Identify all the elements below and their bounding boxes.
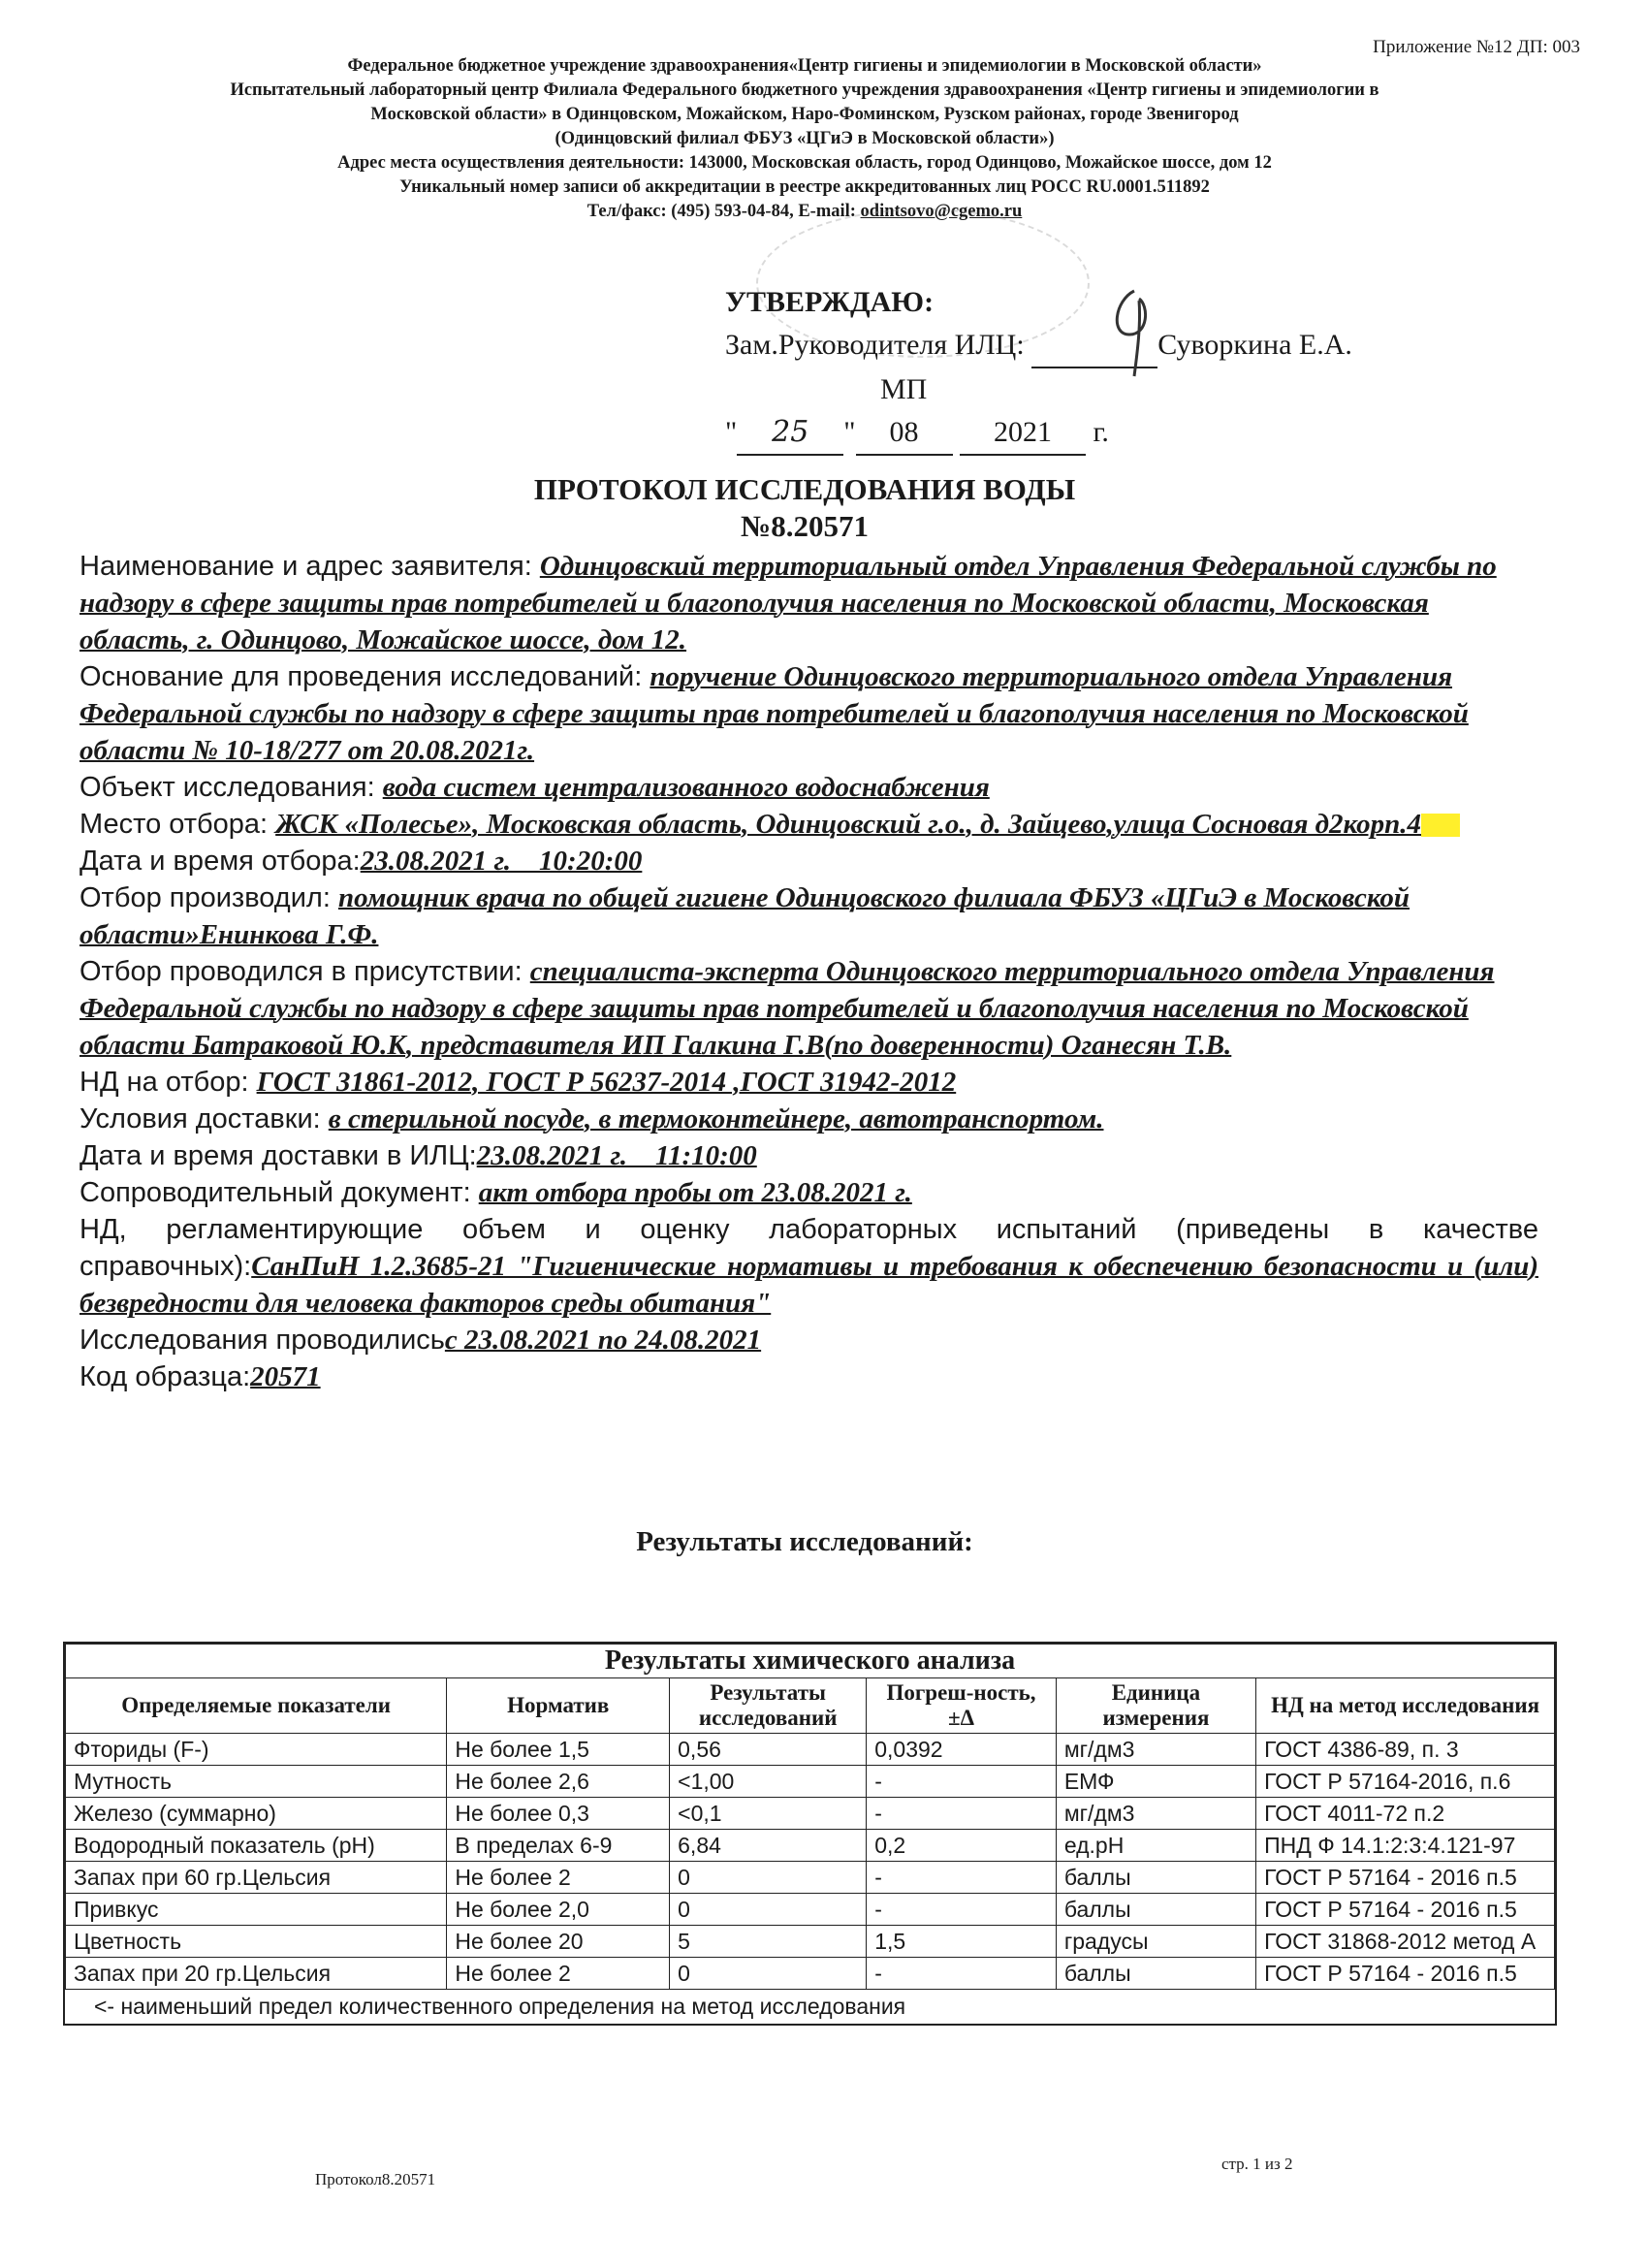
footer-page: стр. 1 из 2 xyxy=(1221,2155,1293,2173)
protocol-number: №8.20571 xyxy=(741,509,869,543)
cell-method: ГОСТ 31868-2012 метод А xyxy=(1256,1926,1555,1958)
col-header: НД на метод исследования xyxy=(1256,1678,1555,1734)
field-value: Одинцовский территориальный отдел Управления Федеральной службы по надзору в сфере защиты прав потребителей и благополучия населения по Московской области, Московская область, г. Одинцово, Можайское шоссе, дом 12. xyxy=(79,551,1497,655)
table-row xyxy=(66,1862,1555,1894)
cell-error: - xyxy=(867,1862,1057,1894)
highlight-mark xyxy=(1421,814,1460,837)
field-delivery-datetime xyxy=(79,1137,1538,1174)
field-label: Объект исследования: xyxy=(79,772,383,803)
cell-unit: ед.pH xyxy=(1056,1830,1255,1862)
field-label: НД на отбор: xyxy=(79,1067,257,1098)
cell-unit: мг/дм3 xyxy=(1056,1734,1255,1766)
table-row xyxy=(66,1926,1555,1958)
org-line: Московской области» в Одинцовском, Можайском, Наро-Фоминском, Рузском районах, городе Звенигород xyxy=(370,105,1239,124)
cell-error: - xyxy=(867,1958,1057,1990)
cell-unit: ЕМФ xyxy=(1056,1766,1255,1798)
cell-method: ГОСТ Р 57164 - 2016 п.5 xyxy=(1256,1958,1555,1990)
approval-mp: МП xyxy=(880,373,928,405)
approval-signer-line xyxy=(725,324,1352,368)
field-code xyxy=(79,1358,1538,1395)
cell-result: <1,00 xyxy=(670,1766,867,1798)
cell-indicator: Запах при 60 гр.Цельсия xyxy=(66,1862,447,1894)
approval-day: 25 xyxy=(737,411,843,456)
approval-month: 08 xyxy=(856,411,953,456)
cell-error: - xyxy=(867,1894,1057,1926)
cell-result: 0 xyxy=(670,1958,867,1990)
field-sampler xyxy=(79,879,1538,953)
org-line: Испытательный лабораторный центр Филиала Федерального бюджетного учреждения здравоохранения «Центр гигиены и эпидемиологии в xyxy=(230,80,1379,100)
cell-norm: Не более 2 xyxy=(447,1862,670,1894)
approval-block xyxy=(725,281,1352,456)
field-object xyxy=(79,769,1538,806)
table-row xyxy=(66,1734,1555,1766)
org-line: Адрес места осуществления деятельности: 143000, Московская область, город Одинцово, Можайское шоссе, дом 12 xyxy=(337,153,1272,173)
field-presence xyxy=(79,953,1538,1064)
cell-result: 0 xyxy=(670,1894,867,1926)
approval-year: 2021 xyxy=(960,411,1086,456)
table-row xyxy=(66,1958,1555,1990)
cell-result: 0 xyxy=(670,1862,867,1894)
field-value: 20571 xyxy=(250,1361,321,1392)
cell-result: 0,56 xyxy=(670,1734,867,1766)
cell-error: 0,2 xyxy=(867,1830,1057,1862)
cell-norm: Не более 1,5 xyxy=(447,1734,670,1766)
cell-method: ПНД Ф 14.1:2:3:4.121-97 xyxy=(1256,1830,1555,1862)
field-label: Дата и время отбора: xyxy=(79,846,361,877)
approval-name: Суворкина Е.А. xyxy=(1157,329,1352,361)
cell-method: ГОСТ Р 57164 - 2016 п.5 xyxy=(1256,1862,1555,1894)
approval-title: УТВЕРЖДАЮ: xyxy=(725,286,935,318)
cell-indicator: Железо (суммарно) xyxy=(66,1798,447,1830)
col-header: Результаты исследований xyxy=(670,1678,867,1734)
cell-norm: Не более 2,0 xyxy=(447,1894,670,1926)
table-row xyxy=(66,1766,1555,1798)
field-applicant xyxy=(79,548,1538,658)
cell-norm: Не более 20 xyxy=(447,1926,670,1958)
approval-date: " 25 " 08 2021 г. xyxy=(725,411,1352,456)
approval-year-suffix: г. xyxy=(1093,416,1109,448)
field-value: ГОСТ 31861-2012, ГОСТ Р 56237-2014 ,ГОСТ 31942-2012 xyxy=(256,1067,957,1098)
org-email-link[interactable]: odintsovo@cgemo.ru xyxy=(860,202,1023,221)
cell-error: 0,0392 xyxy=(867,1734,1057,1766)
results-table xyxy=(65,1644,1555,1990)
field-basis xyxy=(79,658,1538,769)
table-note: <- наименьший предел количественного определения на метод исследования xyxy=(94,1994,906,2019)
table-row xyxy=(66,1894,1555,1926)
signature-mark xyxy=(1081,281,1188,378)
table-row xyxy=(66,1798,1555,1830)
protocol-fields xyxy=(79,548,1538,1395)
cell-error: - xyxy=(867,1798,1057,1830)
field-value: в стерильной посуде, в термоконтейнере, автотранспортом. xyxy=(328,1103,1104,1134)
organization-header xyxy=(97,54,1512,224)
field-value: ЖСК «Полесье», Московская область, Одинцовский г.о., д. Зайцево,улица Сосновая д2корп.4 xyxy=(275,809,1422,840)
field-label: Условия доставки: xyxy=(79,1103,329,1134)
field-label: Место отбора: xyxy=(79,809,276,840)
field-label: Наименование и адрес заявителя: xyxy=(79,551,540,582)
cell-norm: Не более 0,3 xyxy=(447,1798,670,1830)
org-line: Федеральное бюджетное учреждение здравоохранения«Центр гигиены и эпидемиологии в Московской области» xyxy=(347,56,1262,76)
cell-unit: баллы xyxy=(1056,1862,1255,1894)
cell-method: ГОСТ Р 57164-2016, п.6 xyxy=(1256,1766,1555,1798)
field-label: Отбор производил: xyxy=(79,882,338,913)
field-delivery xyxy=(79,1101,1538,1137)
table-caption: Результаты химического анализа xyxy=(66,1645,1555,1678)
cell-norm: В пределах 6-9 xyxy=(447,1830,670,1862)
cell-unit: градусы xyxy=(1056,1926,1255,1958)
cell-unit: мг/дм3 xyxy=(1056,1798,1255,1830)
field-value: СанПиН 1.2.3685-21 "Гигиенические нормативы и требования к обеспечению безопасности и (или) безвредности для человека факторов среды обитания" xyxy=(79,1251,1538,1319)
field-datetime xyxy=(79,843,1538,879)
field-value: помощник врача по общей гигиене Одинцовского филиала ФБУЗ «ЦГиЭ в Московской области»Енинкова Г.Ф. xyxy=(79,882,1410,950)
field-value: поручение Одинцовского территориального отдела Управления Федеральной службы по надзору в сфере защиты прав потребителей и благополучия населения по Московской области № 10-18/277 от 20.08.2021г. xyxy=(79,661,1469,766)
field-label: Отбор проводился в присутствии: xyxy=(79,956,530,987)
table-header-row xyxy=(66,1678,1555,1734)
org-line: (Одинцовский филиал ФБУЗ «ЦГиЭ в Московской области») xyxy=(555,129,1055,148)
cell-error: 1,5 xyxy=(867,1926,1057,1958)
field-value: акт отбора пробы от 23.08.2021 г. xyxy=(478,1177,912,1208)
cell-method: ГОСТ 4386-89, п. 3 xyxy=(1256,1734,1555,1766)
field-value: вода систем централизованного водоснабжения xyxy=(382,772,990,803)
cell-result: <0,1 xyxy=(670,1798,867,1830)
field-label: Код образца: xyxy=(79,1361,251,1392)
footer-protocol: Протокол8.20571 xyxy=(315,2170,436,2188)
col-header: Определяемые показатели xyxy=(66,1678,447,1734)
results-table-container xyxy=(63,1642,1557,2026)
field-place xyxy=(79,806,1538,843)
cell-unit: баллы xyxy=(1056,1958,1255,1990)
appendix-label: Приложение №12 ДП: 003 xyxy=(1373,37,1580,57)
field-value: 23.08.2021 г. 10:20:00 xyxy=(360,846,643,877)
cell-indicator: Мутность xyxy=(66,1766,447,1798)
field-value: 23.08.2021 г. 11:10:00 xyxy=(476,1140,757,1171)
field-value: с 23.08.2021 по 24.08.2021 xyxy=(444,1325,762,1356)
cell-result: 6,84 xyxy=(670,1830,867,1862)
cell-method: ГОСТ 4011-72 п.2 xyxy=(1256,1798,1555,1830)
field-label: Сопроводительный документ: xyxy=(79,1177,479,1208)
results-heading: Результаты исследований: xyxy=(636,1526,973,1557)
cell-result: 5 xyxy=(670,1926,867,1958)
org-phone: Тел/факс: (495) 593-04-84, E-mail: xyxy=(586,202,861,221)
cell-indicator: Фториды (F-) xyxy=(66,1734,447,1766)
field-regulations xyxy=(79,1211,1538,1322)
field-nd xyxy=(79,1064,1538,1101)
field-label: Исследования проводились xyxy=(79,1325,445,1356)
field-value: специалиста-эксперта Одинцовского территориального отдела Управления Федеральной службы по надзору в сфере защиты прав потребителей и благополучия населения по Московской области Батраковой Ю.К, представителя ИП Галкина Г.В(по доверенности) Оганесян Т.В. xyxy=(79,956,1495,1061)
protocol-title: ПРОТОКОЛ ИССЛЕДОВАНИЯ ВОДЫ xyxy=(533,472,1076,506)
cell-indicator: Цветность xyxy=(66,1926,447,1958)
cell-norm: Не более 2,6 xyxy=(447,1766,670,1798)
field-label: НД, регламентирующие объем и оценку лабораторных испытаний (приведены в качестве справочных): xyxy=(79,1214,1538,1282)
col-header: Норматив xyxy=(447,1678,670,1734)
org-contact xyxy=(97,200,1512,224)
cell-unit: баллы xyxy=(1056,1894,1255,1926)
cell-indicator: Привкус xyxy=(66,1894,447,1926)
field-label: Основание для проведения исследований: xyxy=(79,661,650,692)
cell-indicator: Запах при 20 гр.Цельсия xyxy=(66,1958,447,1990)
cell-indicator: Водородный показатель (pH) xyxy=(66,1830,447,1862)
cell-method: ГОСТ Р 57164 - 2016 п.5 xyxy=(1256,1894,1555,1926)
field-label: Дата и время доставки в ИЛЦ: xyxy=(79,1140,477,1171)
table-row xyxy=(66,1830,1555,1862)
org-line: Уникальный номер записи об аккредитации в реестре аккредитованных лиц РОСС RU.0001.511892 xyxy=(399,177,1210,197)
protocol-title-block xyxy=(0,471,1609,545)
col-header: Погреш-ность, ±Δ xyxy=(867,1678,1057,1734)
cell-norm: Не более 2 xyxy=(447,1958,670,1990)
cell-error: - xyxy=(867,1766,1057,1798)
field-period xyxy=(79,1322,1538,1358)
col-header: Единица измерения xyxy=(1056,1678,1255,1734)
approval-role: Зам.Руководителя ИЛЦ: xyxy=(725,329,1025,361)
field-document xyxy=(79,1174,1538,1211)
